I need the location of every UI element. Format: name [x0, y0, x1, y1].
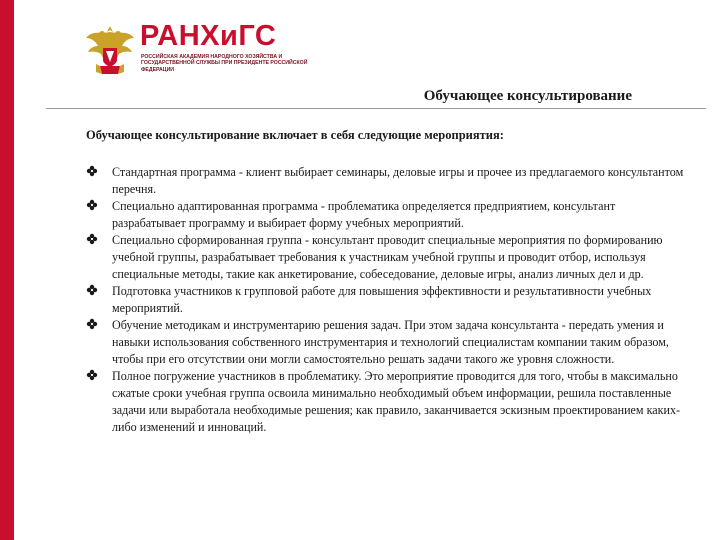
- clover-diamond-bullet-icon: [86, 233, 98, 245]
- list-item: [86, 232, 686, 283]
- logo-subtitle: РОССИЙСКАЯ АКАДЕМИЯ НАРОДНОГО ХОЗЯЙСТВА И ГОСУДАРСТВЕННОЙ СЛУЖБЫ ПРИ ПРЕЗИДЕНТЕ РОССИЙСКОЙ ФЕДЕРАЦИИ: [141, 54, 308, 73]
- left-accent-bar: [0, 0, 14, 540]
- list-item-text: Специально сформированная группа - консультант проводит специальные мероприятия по формированию учебной группы, разрабатывает требования к участникам учебной группы и проводит отбор, используя специальные методы, такие как анкетирование, собеседование, деловые игры, анализ личных дел и др.: [112, 233, 663, 281]
- list-item-text: Стандартная программа - клиент выбирает семинары, деловые игры и прочее из предлагаемого консультантом перечня.: [112, 165, 684, 196]
- list-item: [86, 164, 686, 198]
- clover-diamond-bullet-icon: [86, 318, 98, 330]
- logo-brand-name: РАНХиГС: [140, 20, 277, 52]
- clover-diamond-bullet-icon: [86, 199, 98, 211]
- list-item: [86, 317, 686, 368]
- clover-diamond-bullet-icon: [86, 284, 98, 296]
- list-item-text: Специально адаптированная программа - проблематика определяется предприятием, консультант разрабатывает программу и выбирает форму учебных мероприятий.: [112, 199, 616, 230]
- activities-list: [86, 164, 686, 436]
- intro-text: Обучающее консультирование включает в себя следующие мероприятия:: [86, 128, 504, 142]
- clover-diamond-bullet-icon: [86, 165, 98, 177]
- list-item-text: Обучение методикам и инструментарию решения задач. При этом задача консультанта - передать умения и навыки использования собственного инструментария и технологий специалистам компании таким образом, чтобы при его отсутствии они могли самостоятельно решать задачи такого же уровня сложности.: [112, 318, 669, 366]
- list-item-text: Подготовка участников к групповой работе для повышения эффективности и результативности учебных мероприятий.: [112, 284, 652, 315]
- ranepa-logo: [84, 20, 324, 80]
- slide-title: Обучающее консультирование: [423, 88, 632, 104]
- list-item: [86, 198, 686, 232]
- double-headed-eagle-emblem-icon: [84, 20, 136, 78]
- header-divider: [46, 108, 706, 109]
- list-item: [86, 368, 686, 436]
- list-item: [86, 283, 686, 317]
- list-item-text: Полное погружение участников в проблематику. Это мероприятие проводится для того, чтобы в максимально сжатые сроки учебная группа освоила минимально необходимый объем информации, решила поставленные задачи или выработала необходимые решения; как правило, заканчивается эскизным проектированием каких-либо изменений и инноваций.: [112, 369, 681, 434]
- clover-diamond-bullet-icon: [86, 369, 98, 381]
